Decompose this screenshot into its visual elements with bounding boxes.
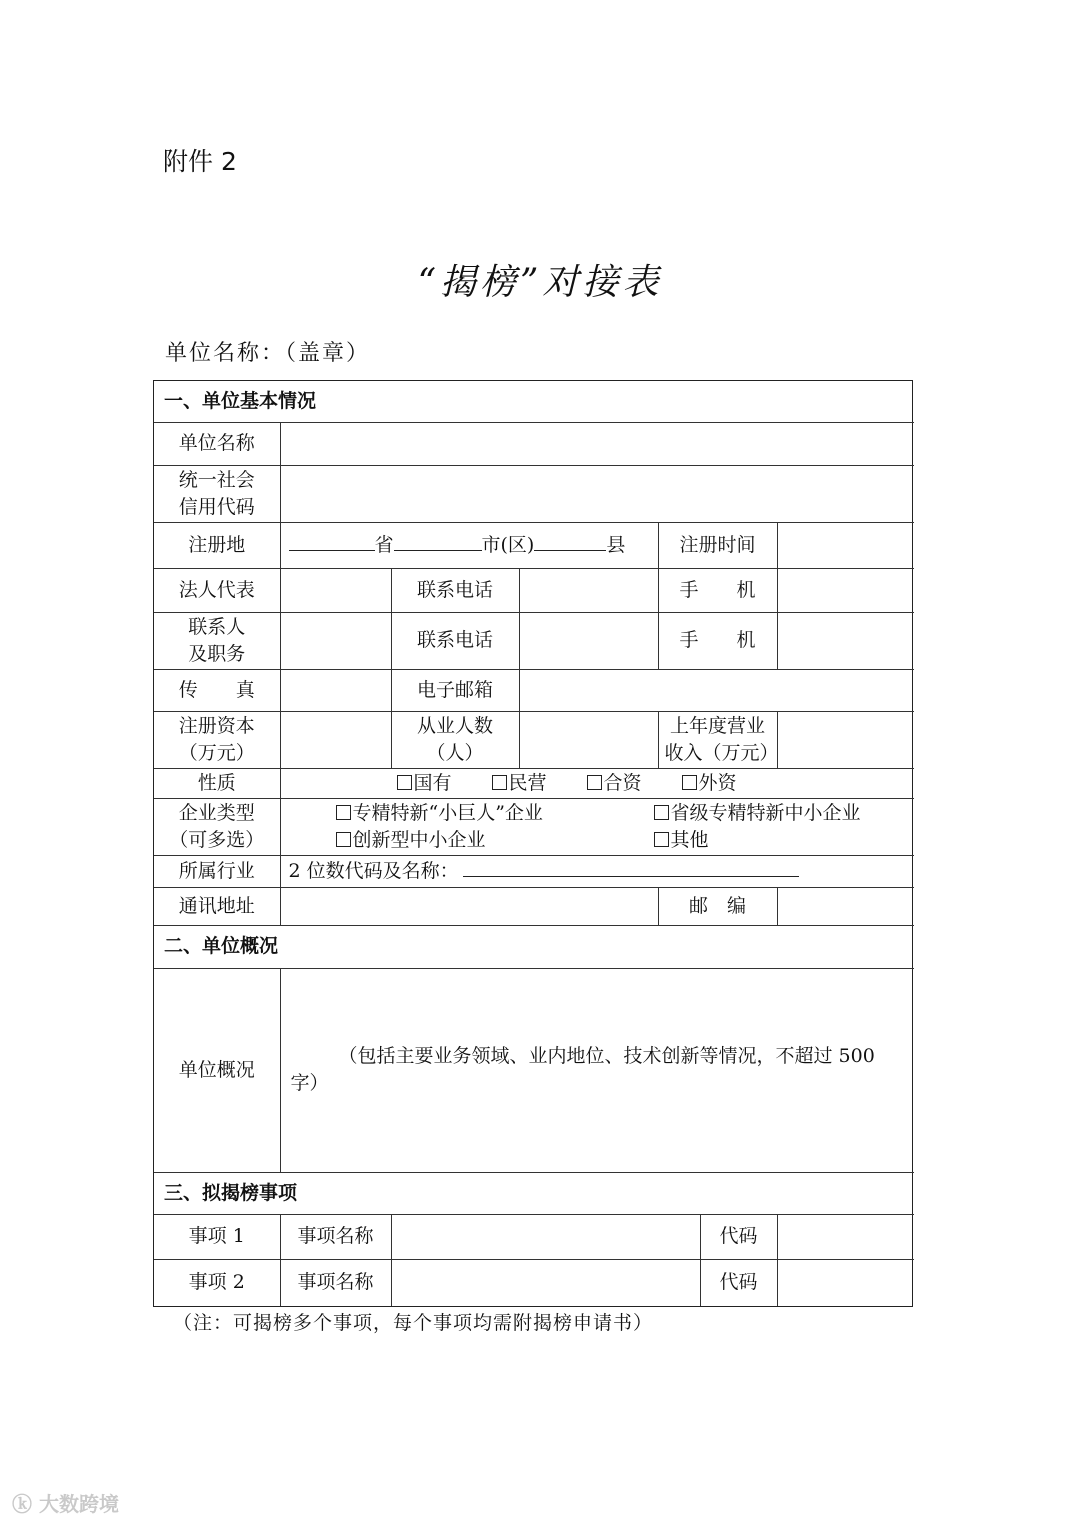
item1-label: 事项 1 [154,1214,280,1259]
revenue-label: 上年度营业 收入（万元） [658,711,777,768]
ent-type-option-other[interactable]: 其他 [654,829,709,851]
contact-mobile-input[interactable] [777,612,914,669]
nature-option-foreign[interactable]: 外资 [682,772,737,794]
item2-name-input[interactable] [391,1259,700,1306]
unit-name-input[interactable] [280,422,914,465]
section1-heading: 一、单位基本情况 [154,381,914,422]
item2-code-input[interactable] [777,1259,914,1306]
nature-option-state[interactable]: 国有 [397,772,452,794]
contact-label: 联系人 及职务 [154,612,280,669]
legal-rep-label: 法人代表 [154,568,280,612]
item1-code-input[interactable] [777,1214,914,1259]
nature-option-private[interactable]: 民营 [492,772,547,794]
legal-rep-mobile-label: 手 机 [658,568,777,612]
industry-input[interactable] [280,855,914,887]
legal-rep-phone-label: 联系电话 [391,568,519,612]
overview-input[interactable] [280,968,914,1172]
ent-type-label: 企业类型 （可多选） [154,798,280,855]
reg-time-label: 注册时间 [658,522,777,568]
fax-label: 传 真 [154,669,280,711]
reg-capital-label: 注册资本 （万元） [154,711,280,768]
reg-place-label: 注册地 [154,522,280,568]
overview-label: 单位概况 [154,968,280,1172]
overview-hint: （包括主要业务领域、业内地位、技术创新等情况，不超过 500 字） [290,1045,875,1094]
reg-capital-input[interactable] [280,711,391,768]
email-label: 电子邮箱 [391,669,519,711]
nature-label: 性质 [154,768,280,798]
credit-code-label: 统一社会 信用代码 [154,465,280,522]
address-label: 通讯地址 [154,887,280,925]
unit-name-stamp-label: 单位名称：（盖章） [165,341,371,366]
contact-mobile-label: 手 机 [658,612,777,669]
legal-rep-mobile-input[interactable] [777,568,914,612]
footnote: （注：可揭榜多个事项，每个事项均需附揭榜申请书） [173,1312,654,1334]
industry-prompt: 2 位数代码及名称： [288,859,459,882]
item1-code-label: 代码 [700,1214,777,1259]
checkbox[interactable] [654,832,669,847]
fax-input[interactable] [280,669,391,711]
item2-label: 事项 2 [154,1259,280,1306]
city-label: 市(区) [481,533,535,556]
industry-label: 所属行业 [154,855,280,887]
address-input[interactable] [280,887,658,925]
checkbox[interactable] [336,832,351,847]
contact-phone-input[interactable] [519,612,658,669]
credit-code-input[interactable] [280,465,914,522]
county-label: 县 [606,533,626,556]
ent-type-option-provincial[interactable]: 省级专精特新中小企业 [654,802,861,824]
contact-input[interactable] [280,612,391,669]
document-title: “揭榜”对接表 [417,262,663,303]
section3-heading: 三、拟揭榜事项 [154,1172,914,1214]
item1-name-label: 事项名称 [280,1214,391,1259]
item2-name-label: 事项名称 [280,1259,391,1306]
nature-options [280,768,914,798]
email-input[interactable] [519,669,914,711]
contact-phone-label: 联系电话 [391,612,519,669]
checkbox[interactable] [492,775,507,790]
province-label: 省 [374,533,394,556]
legal-rep-phone-input[interactable] [519,568,658,612]
ent-type-options [280,798,914,855]
legal-rep-input[interactable] [280,568,391,612]
item2-code-label: 代码 [700,1259,777,1306]
nature-option-joint[interactable]: 合资 [587,772,642,794]
docking-form-table [153,380,913,1307]
ent-type-option-little-giant[interactable]: 专精特新“小巨人”企业 [336,800,654,827]
checkbox[interactable] [682,775,697,790]
item1-name-input[interactable] [391,1214,700,1259]
unit-name-label: 单位名称 [154,422,280,465]
postcode-label: 邮 编 [658,887,777,925]
reg-time-input[interactable] [777,522,914,568]
watermark: ⓚ 大数跨境 [12,1492,119,1516]
checkbox[interactable] [336,805,351,820]
attachment-label: 附件 2 [163,147,237,176]
checkbox[interactable] [587,775,602,790]
ent-type-option-innovative[interactable]: 创新型中小企业 [336,827,654,854]
checkbox[interactable] [654,805,669,820]
employees-input[interactable] [519,711,658,768]
section2-heading: 二、单位概况 [154,925,914,968]
watermark-logo-icon: ⓚ [12,1492,32,1516]
employees-label: 从业人数 （人） [391,711,519,768]
postcode-input[interactable] [777,887,914,925]
checkbox[interactable] [397,775,412,790]
reg-place-input[interactable] [280,522,658,568]
revenue-input[interactable] [777,711,914,768]
